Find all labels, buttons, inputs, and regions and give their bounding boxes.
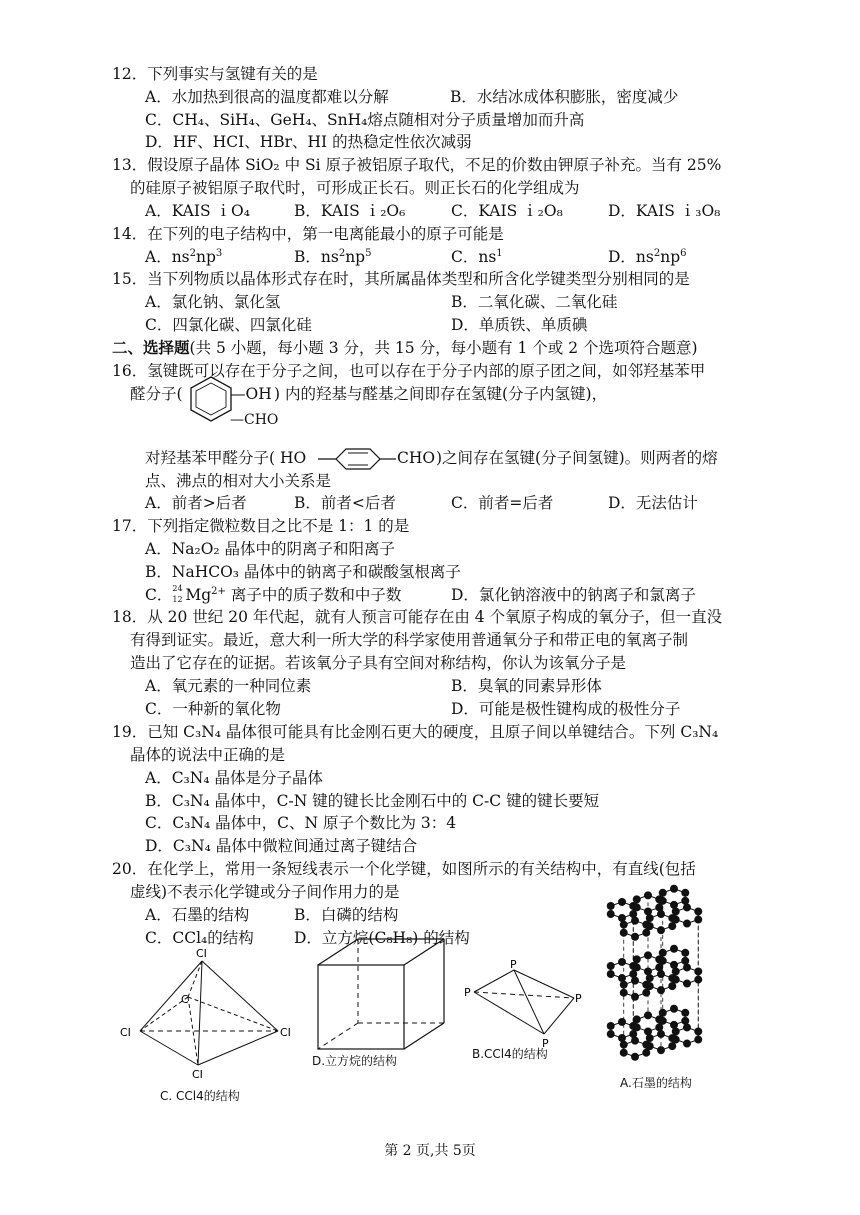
q16-cho-label: CHO	[397, 449, 436, 467]
graphite-caption: A.石墨的结构	[620, 1076, 692, 1090]
p4-caption: B.CCl4的结构	[472, 1047, 548, 1061]
q12-stem: 12．下列事实与氢键有关的是	[112, 65, 318, 83]
q13-option-b: B．KAIS ｉ₂O₆	[294, 202, 406, 220]
benzene-ring-icon	[186, 375, 236, 423]
q19-option-b: B．C₃N₄ 晶体中，C-N 键的键长比金刚石中的 C-C 键的键长要短	[145, 792, 600, 810]
q20-option-b: B．白磷的结构	[294, 906, 399, 924]
mg-atomic-number: 12	[172, 595, 183, 604]
q14-option-d: D．$ns^2np^6$	[608, 247, 687, 266]
q20-option-a: A．石墨的结构	[145, 906, 250, 924]
q13-option-a: A．KAIS ｉO₄	[145, 202, 250, 220]
graphite-structure-diagram	[592, 870, 782, 1070]
ccl4-c-label: C	[181, 993, 189, 1006]
q13-stem-line1: 13．假设原子晶体 SiO₂ 中 Si 原子被铝原子取代，不足的价数由钾原子补充。当有 25%	[112, 156, 722, 174]
q15-option-d: D．单质铁、单质碘	[451, 316, 588, 334]
q14-stem: 14．在下列的电子结构中，第一电离能最小的原子可能是	[112, 225, 504, 243]
q16-cho-group: —CHO	[230, 412, 279, 428]
q17-option-d: D．氯化钠溶液中的钠离子和氯离子	[451, 586, 696, 604]
cubane-caption: D.立方烷的结构	[312, 1054, 398, 1068]
p4-structure-diagram	[462, 960, 592, 1050]
q20-stem-line1: 20．在化学上，常用一条短线表示一个化学键，如图所示的有关结构中，有直线(包括	[112, 860, 696, 878]
section-heading: 二、选择题(共 5 小题，每小题 3 分，共 15 分，每小题有 1 个或 2 个选项符合题意)	[112, 339, 698, 357]
q16-option-b: B．前者<后者	[294, 494, 396, 512]
q13-option-c: C．KAIS ｉ₂O₈	[451, 202, 563, 220]
q18-option-a: A．氧元素的一种同位素	[145, 677, 312, 695]
mg-mass-number: 24	[172, 584, 183, 593]
q13-stem-line2: 的硅原子被铝原子取代时，可形成正长石。则正长石的化学组成为	[130, 179, 580, 197]
ccl4-structure-diagram	[118, 945, 298, 1085]
cubane-structure-diagram	[312, 935, 452, 1055]
q14-option-b: B．$ns^2np^5$	[294, 247, 372, 266]
q12-option-c: C．CH₄、SiH₄、GeH₄、SnH₄熔点随相对分子质量增加而升高	[145, 111, 585, 129]
p4-p-left-label: P	[464, 986, 471, 999]
q17-option-a: A．Na₂O₂ 晶体中的阴离子和阳离子	[145, 540, 396, 558]
q12-option-d: D．HF、HCI、HBr、HI 的热稳定性依次减弱	[145, 133, 472, 151]
q15-option-a: A．氯化钠、氯化氢	[145, 293, 281, 311]
q16-stem-line4: 点、沸点的相对大小关系是	[145, 472, 332, 490]
ccl4-caption: C. CCl4的结构	[160, 1089, 240, 1103]
q18-option-d: D．可能是极性键构成的极性分子	[451, 700, 681, 718]
q18-option-b: B．臭氧的同素异形体	[451, 677, 602, 695]
ccl4-cl-left-label: CI	[120, 1026, 131, 1039]
q12-option-b: B．水结冰成体积膨胀，密度减少	[450, 88, 679, 106]
q14-option-a: A．$ns^2np^3$	[145, 247, 223, 266]
q20-option-c: C．CCl₄的结构	[145, 929, 254, 947]
q16-stem-line2-post: ) 内的羟基与醛基之间即存在氢键(分子内氢键)，	[274, 385, 608, 403]
q16-stem-line1: 16．氢键既可以存在于分子之间，也可以存在于分子内部的原子团之间，如邻羟基苯甲	[112, 362, 706, 380]
ccl4-cl-bottom-label: CI	[192, 1068, 203, 1081]
q18-stem-line2: 有得到证实。最近，意大利一所大学的科学家使用普通氧分子和带正电的氧离子制	[130, 631, 689, 649]
q14-option-c: C．$ns^1$	[451, 247, 503, 266]
q18-option-c: C．一种新的氧化物	[145, 700, 281, 718]
q16-option-c: C．前者=后者	[451, 494, 554, 512]
q20-stem-line2: 虚线)不表示化学键或分子间作用力的是	[130, 883, 400, 901]
q16-option-d: D．无法估计	[608, 494, 698, 512]
q15-stem: 15．当下列物质以晶体形式存在时，其所属晶体类型和所含化学键类型分别相同的是	[112, 270, 690, 288]
page-footer: 第 2 页,共 5页	[384, 1143, 476, 1159]
q15-option-b: B．二氧化碳、二氧化硅	[451, 293, 618, 311]
q19-stem-line2: 晶体的说法中正确的是	[130, 746, 286, 764]
q19-stem-line1: 19．已知 C₃N₄ 晶体很可能具有比金刚石更大的硬度，且原子间以单键结合。下列 C₃N₄	[112, 723, 719, 741]
q20-option-d: D．立方烷(C₈H₈) 的结构	[294, 929, 470, 947]
para-benzene-ring-icon	[318, 446, 398, 472]
q12-option-a: A．水加热到很高的温度都难以分解	[145, 88, 389, 106]
p4-p-bottom-label: P	[542, 1037, 549, 1050]
q16-stem-line3-pre: 对羟基苯甲醛分子( HO	[145, 449, 307, 467]
q16-stem-line2-pre: 醛分子(	[130, 385, 183, 403]
q16-option-a: A．前者>后者	[145, 494, 247, 512]
q16-stem-line3-post: )之间存在氢键(分子间氢键)。则两者的熔	[436, 449, 718, 467]
p4-p-top-label: P	[510, 958, 517, 971]
ccl4-cl-top-label: CI	[196, 947, 207, 960]
q17-option-c: C． 24 12 $Mg^{2+}$ 离子中的质子数和中子数	[145, 584, 402, 604]
q15-option-c: C．四氯化碳、四氯化硅	[145, 316, 312, 334]
q17-option-b: B．NaHCO₃ 晶体中的钠离子和碳酸氢根离子	[145, 563, 461, 581]
q19-option-d: D．C₃N₄ 晶体中微粒间通过离子键结合	[145, 837, 418, 855]
ccl4-cl-right-label: CI	[280, 1026, 291, 1039]
p4-p-right-label: P	[575, 992, 582, 1005]
q13-option-d: D．KAIS ｉ₃O₈	[608, 202, 721, 220]
q19-option-a: A．C₃N₄ 晶体是分子晶体	[145, 769, 323, 787]
q18-stem-line3: 造出了它存在的证据。若该氧分子具有空间对称结构，你认为该氧分子是	[130, 654, 627, 672]
q19-option-c: C．C₃N₄ 晶体中，C、N 原子个数比为 3：4	[145, 814, 457, 832]
q18-stem-line1: 18．从 20 世纪 20 年代起，就有人预言可能存在由 4 个氧原子构成的氧分子，但一直没	[112, 608, 723, 626]
q16-oh-group: —OH	[230, 385, 272, 403]
q17-stem: 17．下列指定微粒数目之比不是 1：1 的是	[112, 517, 410, 535]
